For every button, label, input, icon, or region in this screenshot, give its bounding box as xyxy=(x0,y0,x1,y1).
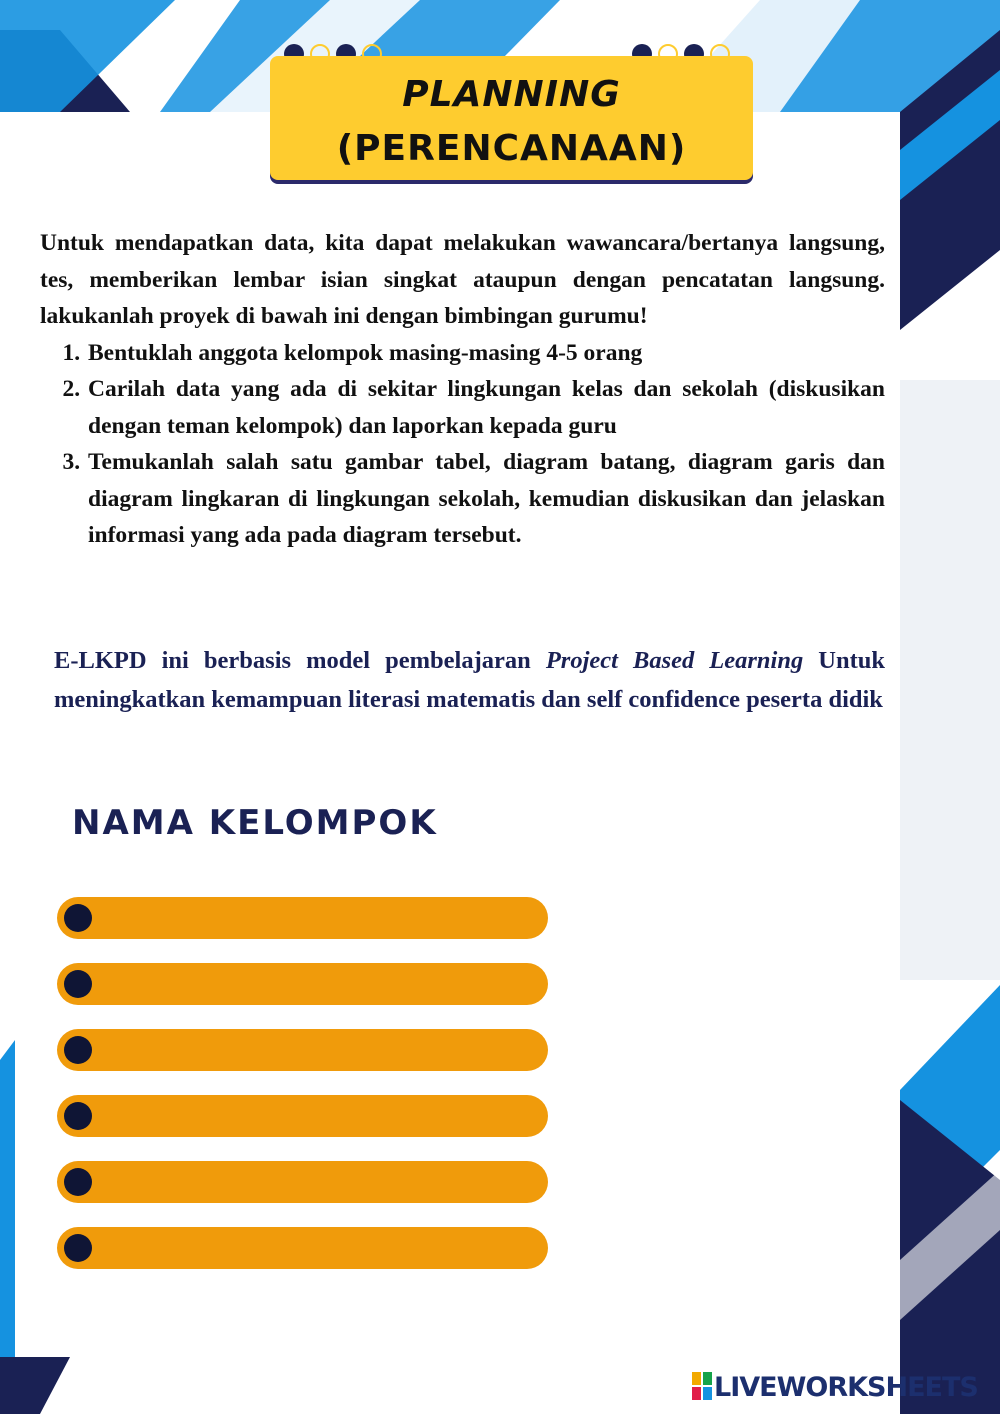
page-title: PLANNING xyxy=(402,74,621,115)
title-banner xyxy=(270,56,753,180)
bullet-icon xyxy=(64,1234,92,1262)
liveworksheets-logo[interactable] xyxy=(692,1372,978,1403)
member-name-field[interactable] xyxy=(57,1227,548,1269)
member-name-field[interactable] xyxy=(57,1029,548,1071)
member-name-field[interactable] xyxy=(57,963,548,1005)
bullet-icon xyxy=(64,904,92,932)
group-name-heading: NAMA KELOMPOK xyxy=(72,803,438,843)
member-name-field[interactable] xyxy=(57,897,548,939)
elkpd-rest: Untuk meningkatkan kemampuan literasi matematis dan self confidence peserta didik xyxy=(54,647,886,713)
page-subtitle: (PERENCANAAN) xyxy=(336,128,687,169)
bullet-icon xyxy=(64,1036,92,1064)
step-item: 2. Carilah data yang ada di sekitar lingkungan kelas dan sekolah (diskusikan dengan teman kelompok) dan laporkan kepada guru xyxy=(86,371,885,444)
elkpd-prefix: E-LKPD ini berbasis model pembelajaran xyxy=(54,647,531,674)
bullet-icon xyxy=(64,970,92,998)
steps-list xyxy=(40,335,885,554)
live-badge-icon xyxy=(692,1372,712,1400)
elkpd-description xyxy=(54,641,885,719)
step-item: 1. Bentuklah anggota kelompok masing-masing 4-5 orang xyxy=(86,335,885,372)
member-name-field[interactable] xyxy=(57,1095,548,1137)
intro-paragraph: Untuk mendapatkan data, kita dapat melakukan wawancara/bertanya langsung, tes, memberikan lembar isian singkat ataupun dengan pencatatan langsung. lakukanlah proyek di bawah ini dengan bimbingan gurumu! xyxy=(40,230,885,329)
learning-model: Project Based Learning xyxy=(545,647,804,674)
bullet-icon xyxy=(64,1102,92,1130)
logo-text: LIVEWORKSHEETS xyxy=(714,1372,978,1403)
instructions xyxy=(40,225,885,554)
bullet-icon xyxy=(64,1168,92,1196)
step-item: 3. Temukanlah salah satu gambar tabel, diagram batang, diagram garis dan diagram lingkaran di lingkungan sekolah, kemudian diskusikan dan jelaskan informasi yang ada pada diagram tersebut. xyxy=(86,444,885,554)
member-name-field[interactable] xyxy=(57,1161,548,1203)
